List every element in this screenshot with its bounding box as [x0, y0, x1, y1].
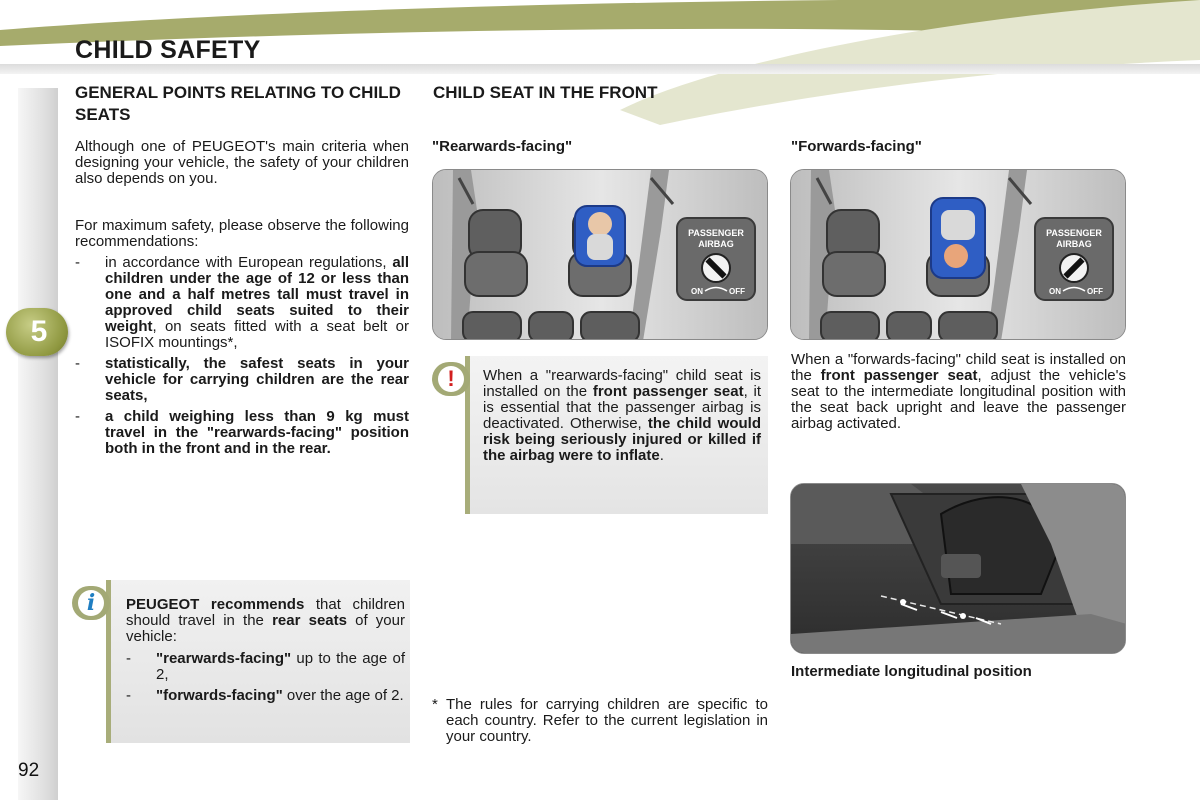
info-box [106, 580, 410, 743]
list-item: - in accordance with European regulations, all children under the age of 12 or less than one and a half metres tall must travel in approved child seats suited to their weight, on seats fitted with a seat belt or ISOFIX mountings*, [75, 254, 409, 351]
intro-paragraph: Although one of PEUGEOT's main criteria when designing your vehicle, the safety of your children also depends on you. [75, 138, 409, 187]
page-number: 92 [18, 760, 40, 781]
airbag-off-label: OFF [1087, 287, 1103, 296]
page-title: CHILD SAFETY [75, 36, 261, 64]
chapter-tab[interactable] [6, 308, 68, 356]
exclamation-icon: ! [432, 362, 470, 396]
section-heading-front: CHILD SEAT IN THE FRONT [433, 83, 658, 102]
rearwards-seat-diagram [433, 170, 768, 340]
info-lead: PEUGEOT recommends that children should travel in the rear seats of your vehicle: [126, 596, 405, 645]
forwards-facing-illustration [790, 169, 1126, 340]
recommend-paragraph: For maximum safety, please observe the following recommendations: [75, 217, 409, 250]
info-icon: i [72, 586, 110, 620]
forwards-facing-label: "Forwards-facing" [791, 138, 922, 155]
list-item: - statistically, the safest seats in your vehicle for carrying children are the rear seats, [75, 355, 409, 404]
footnote [432, 697, 768, 745]
chapter-number: 5 [30, 315, 48, 348]
recommendation-list [75, 255, 409, 462]
list-item: - "forwards-facing" over the age of 2. [126, 687, 404, 704]
airbag-panel-line1: PASSENGER [1046, 228, 1102, 238]
airbag-off-label: OFF [729, 287, 745, 296]
warning-box [465, 356, 768, 514]
rearwards-facing-label: "Rearwards-facing" [432, 138, 573, 155]
seat-photo-caption: Intermediate longitudinal position [791, 663, 1032, 680]
footnote-text: The rules for carrying children are specific to each country. Refer to the current legislation in your country. [446, 696, 768, 745]
footnote-star: * [432, 696, 438, 713]
forwards-paragraph: When a "forwards-facing" child seat is installed on the front passenger seat, adjust the vehicle's seat to the intermediate longitudinal position with the seat back upright and leave the passenger airbag activated. [791, 351, 1126, 432]
list-item: - "rearwards-facing" up to the age of 2, [126, 650, 405, 683]
warning-text: When a "rearwards-facing" child seat is installed on the front passenger seat, it is essential that the passenger airbag is deactivated. Otherwise, the child would risk being seriously injured or killed if the airbag were to inflate. [483, 367, 762, 464]
header-band [0, 64, 1200, 74]
rearwards-facing-illustration [432, 169, 768, 340]
seat-position-photo [790, 483, 1126, 654]
list-item: - a child weighing less than 9 kg must travel in the "rearwards-facing" position both in the front and in the rear. [75, 408, 409, 457]
margin-strip [18, 88, 58, 800]
forwards-seat-diagram [791, 170, 1126, 340]
airbag-panel-line2: AIRBAG [698, 239, 734, 249]
info-list [126, 651, 405, 704]
airbag-on-label: ON [691, 287, 703, 296]
section-heading-general: GENERAL POINTS RELATING TO CHILD SEATS [75, 83, 401, 124]
airbag-on-label: ON [1049, 287, 1061, 296]
seat-rail-diagram [791, 484, 1126, 654]
airbag-panel-line2: AIRBAG [1056, 239, 1092, 249]
airbag-panel-line1: PASSENGER [688, 228, 744, 238]
